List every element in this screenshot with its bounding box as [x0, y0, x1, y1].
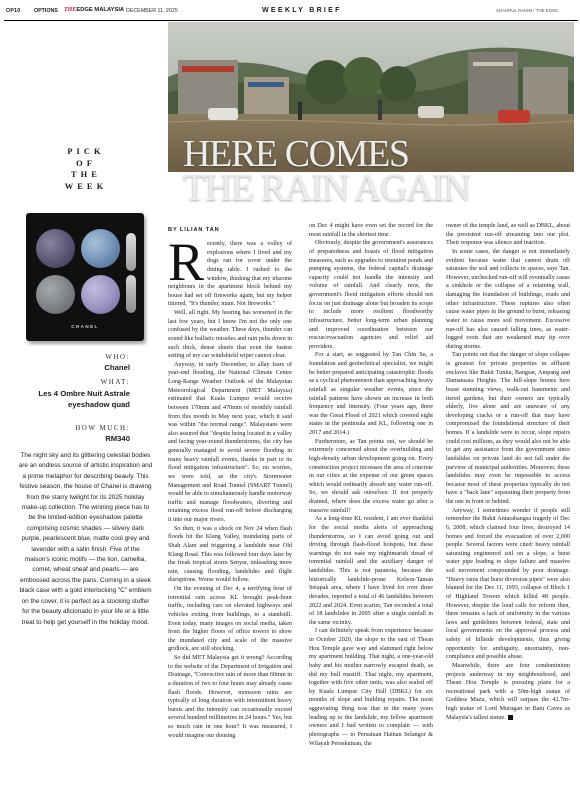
article-column-3: [446, 222, 570, 722]
header-rule: [4, 20, 578, 21]
paragraph: on Dec 4 might have even set the record for the most rainfall in the shortest time.: [309, 223, 433, 238]
section-label: OPTIONS: [34, 8, 58, 14]
end-of-article-mark: [508, 715, 513, 720]
applicator-top: [126, 233, 136, 271]
paragraph: owner of the temple land, as well as DBKL, about the persistent run-off streaming into our plot. Their response was silence and inaction.: [446, 223, 570, 247]
what-label: WHAT:: [100, 378, 130, 386]
photo-credit: SHAHRUL RAHIM / THE EDGE: [496, 8, 559, 13]
article-headline: [183, 133, 470, 209]
paragraph: As a long-time KL resident, I am ever thankful for the social media alerts of approaching thunderstorms, so I can avoid going out and driving through flash-flood hotspots, but these warnings do not ease my nightmarish dread of torrential rainfall and the auxiliary danger of landslides. This is not paranoia, because the historically landslide-prone Kelson-Taman Setapak area, where I have lived for over three decades, reported a total of 46 landslides between 2022 and 2024. Even scarier, Tan recorded a total of 18 landslides in 2005 after a single rainfall in the same vicinity.: [309, 516, 433, 626]
product-blurb-text: The night sky and its glittering celestial bodies are an endless source of artistic inspiration and a prime metaphor for describing beauty. This festive season, the house of Chanel is drawing from the starry twilight for its 2025 holiday make-up collection. The winning piece has to be the limited-edition eyeshadow palette comprising cosmic shades — silvery dark purple, pearlescent blue, matte cool grey and lavender with a satin finish. Five of the maison's iconic motifs — the lion, camellia, comet, wheat sheaf and pearls — are embossed across the pans. Coming in a sleek black case with a gold interlocking "C" emblem on the cover, it is perfect as a stocking stuffer for the beauty aficionado in your life or a little treat to help get yourself in the holiday mood.: [18, 452, 153, 626]
palette-brand-text: CHANEL: [71, 324, 99, 329]
brand-prefix: THE: [64, 7, 77, 13]
product-blurb: [18, 451, 153, 628]
paragraph: Furthermore, as Tan points out, we should be extremely concerned about the overbuilding and high-density urban development going on. Every construction project increases the area of concrete in our cities at the expense of our green spaces which would ordinarily absorb any water run-off. So, we should ask ourselves: If not properly drained, where does the excess water go after a massive rainfall?: [309, 438, 433, 514]
section-title: WEEKLY BRIEF: [262, 7, 342, 14]
applicator-bottom: [126, 275, 136, 313]
paragraph-text: ecently, there was a volley of explosions where I lived and my dogs ran for cover under the dining table. I rushed to the window, thinking that my irksome neighbours in the apartment block behind my house had set off fireworks again, but my helper tittered, "It's thunder, mam. Not fireworks.": [168, 241, 292, 308]
headline-line-2: THE RAIN AGAIN: [183, 167, 470, 209]
paragraph: In some cases, the danger is not immediately evident because water that cannot drain off saturates the soil and collects in spaces, says Tan. However, unchecked run-off will eventually cause a sinkhole or the collapse of a retaining wall, damaging the foundation of buildings, roads and other infrastructure. These ruptures also often cause water pipes in the ground to burst, releasing water to cause more soil movement. Excessive run-off has also caused falling trees, as water-logged roots that are weakened may tip over during storms.: [446, 248, 570, 350]
paragraph: Anyway, in early December, to allay fears of year-end flooding, the National Climate Centre Long-Range Weather Outlook of the Malaysian Meteorological Department (MET Malaysia) estimated that Kuala Lumpur would receive between 170mm and 470mm of monthly rainfall from this month to May next year, which it said was within "the normal range". Malaysians were also assured that "despite being located in a valley and facing year-round thunderstorms, the city has generally managed to avoid severe flooding in many heavy rainfall events, thanks in part to its flood mitigation infrastructure". So, no worries, we were told, as the city's Stormwater Management and Road Tunnel (SMART Tunnel) would be able to simultaneously handle motorway traffic and manage floodwaters, diverting and retaining excess flood run-off before discharging it into our major rivers.: [168, 361, 292, 523]
who-label: WHO:: [105, 353, 130, 361]
shade-blue: [81, 229, 120, 268]
pick-of-the-week-heading: [56, 146, 116, 192]
paragraph: On the evening of Dec 4, a terrifying hour of torrential rain across KL brought peak-hour traffic, including cars on elevated highways and vehicles exiting from buildings, to a standstill. Even today, many images on social media, taken from the higher floors of office towers to show the inundated city and scale of the massive gridlock, are still shocking.: [168, 586, 292, 653]
paragraph: [168, 232, 292, 309]
issue-date: DECEMBER 11, 2025: [126, 8, 178, 14]
paragraph: So then, it was a shock on Nov 24 when flash floods hit the Klang Valley, inundating parts of Shah Alam and triggering a landslide near Old Klang Road. This was followed four days later by the freak tropical storm Senyar, unleashing more rain, causing flooding, landslides and flight disruptions. Worse would follow.: [168, 525, 292, 584]
paragraph: Anyway, I sometimes wonder if people still remember the Bukit Antarabangsa tragedy of Dec 6, 2008, which claimed four lives, destroyed 14 homes and forced the evacuation of over 2,000 people. Several factors were cited: heavy rainfall saturating engineered soil on a slope, a burst water pipe leading to slope failure and massive soil movement compounded by poor drainage. "Heavy rains that burst diversion pipes" were also blamed for the Dec 11, 1993, collapse of Block 1 of Highland Towers which killed 48 people. However, despite the loud calls for reform then, there remains a lack of uniformity in the various laws and guidelines between federal, state and local governments on the approval process and safety of hillside developments, thus giving opportunity for ambiguity, uncertainty, non-compliance and possible abuse.: [446, 507, 570, 661]
paragraph: Well, all right. My hearing has worsened in the last few years, but I know I'm not the only one confused by the weather. These days, thunder can sound like ballistic missiles and rain pelts down in such thick, dense sheets that even the fastest setting of my car windshield wiper cannot clear.: [168, 310, 292, 360]
pick-line-2: THE: [71, 170, 101, 180]
pick-line-3: WEEK: [64, 181, 108, 191]
paragraph: Obviously, despite the government's assurances of preparedness and boasts of flood mitigation measures, such as upgrades to retention ponds and pumping systems, the federal capital's drainage capacity could not handle the intensity and volume of rainfall. And clearly now, the government's flood mitigation efforts should not focus on just drainage alone but broaden its scope to include more resilient floodworthy infrastructure, better long-term urban planning and improved coordination between our rescue/evacuation agencies and relief aid providers.: [309, 240, 433, 350]
pick-line-1: PICK OF: [67, 147, 105, 168]
publication-brand: [64, 7, 124, 13]
paragraph-text: Meanwhile, there are four condominium projects underway in my neighbourhood, and Thean Hou Temple is pursuing plans for a recreational park with a 50m-high statue of Goddess Mazu, which will surpass the 42.7m-high statue of Lord Murugan in Batu Caves as Malaysia's tallest statue.: [446, 662, 570, 721]
eyeshadow-palette-image: [26, 213, 144, 341]
paragraph: Tan points out that the danger of slope collapse is greatest for private properties in affluent enclaves like Bukit Tunku, Bangsar, Ampang and Damansara Heights. The hill-slope homes here boast stunning views, walk-out basements and tiered gardens, but their owners are typically elderly, live alone and are unaware of any developing cracks or a run-off that may have compromised the foundational structure of their homes. If a landslide were to occur, slope repairs could cost millions, as they would also not be able to get any assistance from the government since landslides on private land do not fall under the purview of municipal authorities. Moreover, these landslides may even be impossible to access because most of these properties typically do not have a "back lane" separating their property from the one in front or behind.: [446, 352, 570, 505]
shade-purple: [36, 229, 75, 268]
price-label: HOW MUCH:: [75, 424, 130, 432]
paragraph: [446, 662, 570, 722]
paragraph: So did MET Malaysia get it wrong? According to the website of the Department of Irrigation and Drainage, "Convective rain of more than 60mm in a duration of two to four hours may already cause flash floods. However, monsoon rains are typically of long duration with intermittent heavy bursts and the intensity can occasionally exceed several hundred millimetres in 24 hours." Yes, but so much rain in one hour? It was measured, I would imagine our dousing: [168, 655, 292, 739]
article-column-1: [168, 232, 292, 740]
shade-lavender: [81, 275, 120, 314]
brand-name: EDGE MALAYSIA: [76, 7, 125, 13]
who-value: Chanel: [104, 363, 130, 372]
page-number: OP10: [6, 8, 21, 14]
drop-cap: R: [168, 232, 205, 292]
paragraph: I can definitely speak from experience because in October 2020, the slope to the east of Thean Hou Temple gave way and slammed right below my apartment building. That night, a one-year-old baby and his mother narrowly escaped death, as did my bull mastiff. That night, my apartment, together with five other units, was also sealed off by Kuala Lumpur City Hall (DBKL) for six months of slope and building repairs. The most aggravating thing was that in the many years leading up to the landslide, my fellow apartment owners and I had written to complain — with photographs — to Persatuan Hainan Selangor & Wilayah Persekutuan, the: [309, 628, 433, 747]
shade-grey: [36, 275, 75, 314]
headline-line-1: HERE COMES: [183, 133, 409, 175]
byline: BY LILIAN TAN: [168, 227, 220, 233]
price-value: RM340: [105, 434, 130, 443]
what-value: Les 4 Ombre Nuit Astrale eyeshadow quad: [38, 389, 130, 409]
paragraph: For a start, as suggested by Tan Chin Su, a foundation and geotechnical specialist, we might be better prepared anticipating catastrophic floods as a cyclical phenomenon than approaching heavy rainfall as singular weather events, since the rainfall patterns have shown an increase in both frequency and intensity. (Four years ago, there was the Great Flood of 2021 which covered eight states in the peninsula and KL, following one in 2017 and 2014.): [309, 352, 433, 436]
article-column-2: [309, 222, 433, 748]
